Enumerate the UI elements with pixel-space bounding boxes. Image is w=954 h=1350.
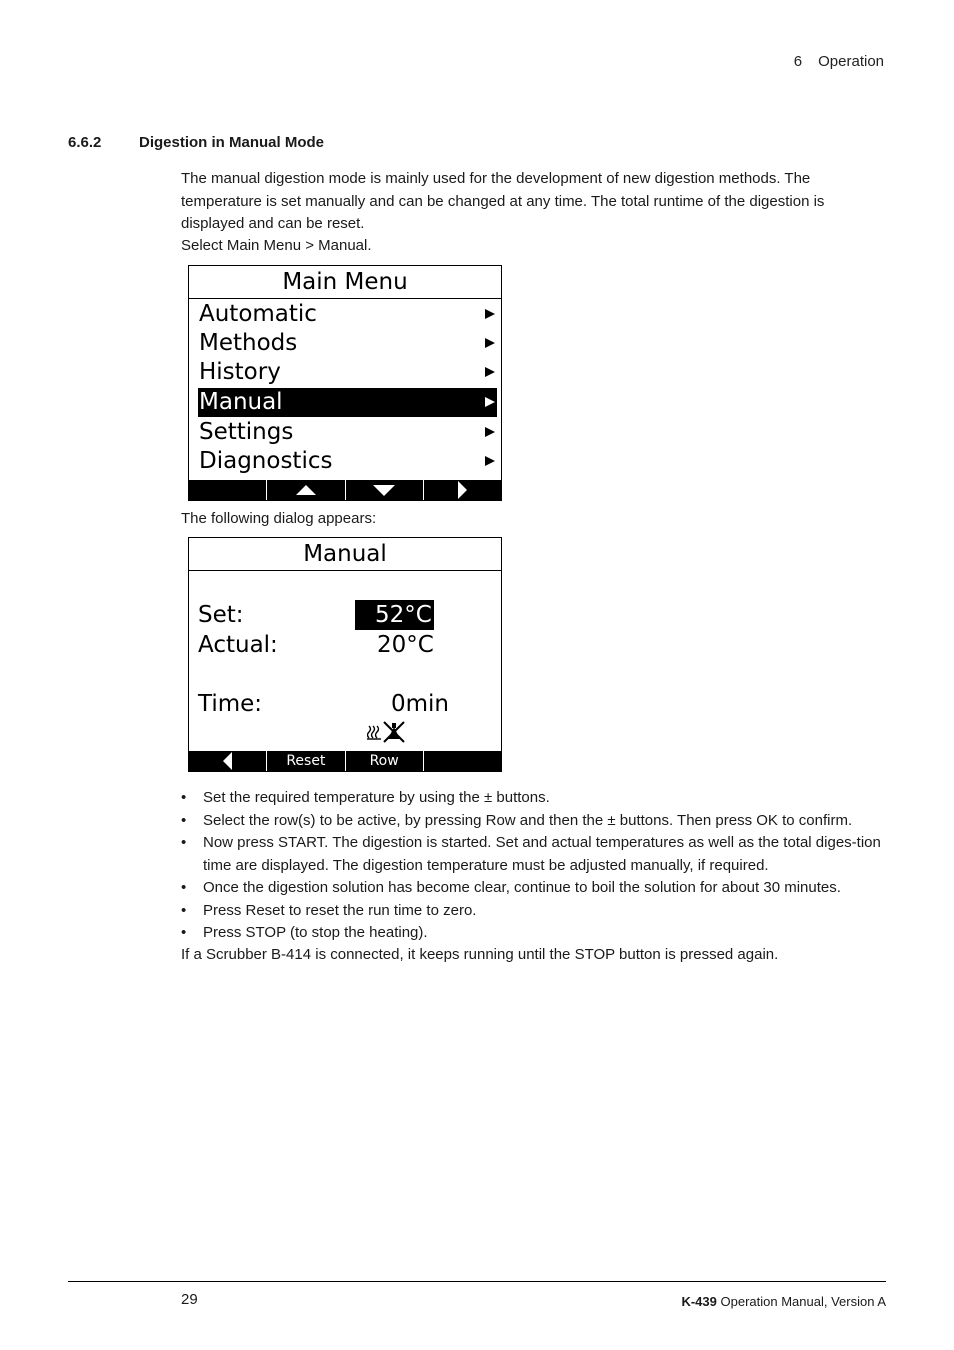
list-item: • Press STOP (to stop the heating). [181,922,891,945]
submenu-arrow-icon [485,427,495,437]
menu-item-automatic[interactable] [198,300,497,329]
submenu-arrow-icon [485,456,495,466]
menu-item-label: Manual [199,389,283,415]
softkey-up[interactable] [267,480,345,500]
softkey-reset[interactable]: Reset [267,751,345,771]
softkey-back[interactable] [189,751,267,771]
menu-item-label: Automatic [199,301,317,327]
heating-icon [367,724,381,740]
down-arrow-icon [373,485,395,496]
softkey-down[interactable] [346,480,424,500]
intro-paragraph: The manual digestion mode is mainly used for the development of new digestion methods. The temperature is set manually and can be changed at any time. The total runtime of the digestion is displayed and can be reset. [181,170,825,232]
main-menu-title: Main Menu [189,266,501,299]
status-icons [367,720,407,744]
softkey-row[interactable]: Row [346,751,424,771]
manual-title: Manual [189,538,501,571]
section-number: 6.6.2 [68,134,102,151]
time-label: Time: [198,691,263,717]
up-arrow-icon [296,485,316,495]
set-temperature-value[interactable]: 52°C [355,600,434,630]
softkey-bar [189,751,501,771]
list-item: • Once the digestion solution has become clear, continue to boil the solution for about 30 minutes. [181,877,891,900]
left-arrow-icon [223,752,232,770]
submenu-arrow-icon [485,397,495,407]
menu-item-label: Settings [199,419,294,445]
softkey-blank[interactable] [189,480,267,500]
product-name: K-439 [681,1294,717,1309]
manual-screen [188,537,502,772]
menu-item-manual[interactable] [198,388,497,417]
right-arrow-icon [458,481,467,499]
menu-item-label: Diagnostics [199,448,333,474]
list-item: • Select the row(s) to be active, by pressing Row and then the ± buttons. Then press OK to confirm. [181,810,891,833]
footer-title [681,1294,886,1309]
scrubber-off-icon [383,721,405,743]
main-menu-screen [188,265,502,501]
instruction-list [181,787,891,945]
runtime-value: 0min [391,691,450,717]
submenu-arrow-icon [485,367,495,377]
list-item: • Press Reset to reset the run time to zero. [181,900,891,923]
footer-divider [68,1281,886,1282]
menu-item-settings[interactable] [198,418,497,447]
actual-label: Actual: [198,632,278,658]
list-item: • Now press START. The digestion is started. Set and actual temperatures as well as the total diges-tion time are displayed. The digestion temperature must be adjusted manually, if required. [181,832,891,877]
submenu-arrow-icon [485,309,495,319]
softkey-blank[interactable] [424,751,501,771]
softkey-enter[interactable] [424,480,501,500]
menu-item-label: History [199,359,281,385]
menu-item-label: Methods [199,330,298,356]
menu-item-diagnostics[interactable] [198,447,497,476]
manual-title: Operation Manual, Version A [720,1294,886,1309]
chapter-title: Operation [818,53,884,70]
closing-paragraph: If a Scrubber B-414 is connected, it keeps running until the STOP button is pressed again. [181,946,779,963]
chapter-number: 6 [793,53,803,70]
running-header [794,53,884,70]
section-title: Digestion in Manual Mode [139,134,325,151]
softkey-bar [189,480,501,500]
submenu-arrow-icon [485,338,495,348]
select-instruction: Select Main Menu > Manual. [181,237,372,254]
list-item: • Set the required temperature by using the ± buttons. [181,787,891,810]
set-label: Set: [198,602,244,628]
actual-temperature-value: 20°C [377,632,434,658]
menu-item-history[interactable] [198,358,497,387]
page-number: 29 [181,1291,198,1308]
dialog-intro: The following dialog appears: [181,510,377,527]
menu-item-methods[interactable] [198,329,497,358]
